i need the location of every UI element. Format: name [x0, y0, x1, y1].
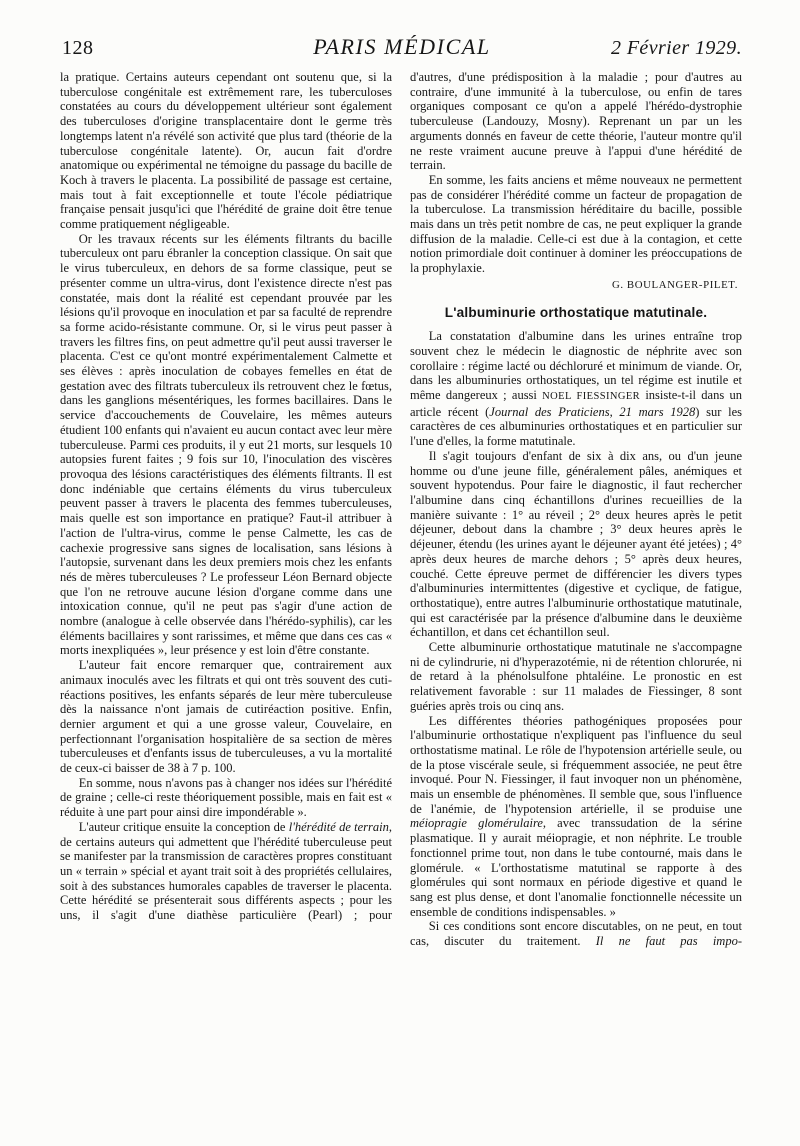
smallcaps-author-name: NOEL FIESSINGER	[542, 391, 641, 403]
journal-title: PARIS MÉDICAL	[313, 34, 491, 59]
paragraph: L'auteur fait encore remarquer que, contrairement aux animaux inoculés avec les filtrats et qui ont très souvent des cuti-réactions positives, les enfants séparés de leur mère tuberculeuse dès la naissance n'ont jamais de cutiréaction positive. Enfin, dernier argument et qui a une grosse valeur, Couvelaire, en perfectionnant l'organisation hospitalière de sa section de mères tuberculeuses et d'enfants issus de tuberculeuses, a vu la mortalité de ceux-ci baisser de 38 à 7 p. 100.	[60, 658, 392, 776]
paragraph: d'autres, d'une prédisposition à la maladie ; pour d'autres au contraire, d'une immunité à la tuberculose, ou enfin de tares organiques composant ce qu'on a appelé l'hérédo-dystrophie tuberculeuse (Landouzy, Mosny). Reprenant un par un les arguments donnés en faveur de cette théorie, l'auteur montre qu'il ne reste vraiment aucune preuve à l'appui d'une hérédité de terrain.	[410, 70, 742, 173]
italic-text-run: l'hérédité de terrain	[288, 819, 389, 834]
paragraph	[410, 329, 742, 449]
left-column	[60, 70, 392, 923]
paragraph: Il s'agit toujours d'enfant de six à dix ans, ou d'un jeune homme ou d'une jeune fille, généralement pâles, anémiques et souvent hypotendus. Pour faire le diagnostic, il faut rechercher l'albumine dans cinq échantillons d'urines recueillies de la manière suivante : 1° au réveil ; 2° deux heures après le petit déjeuner, debout dans la chambre ; 3° deux heures après le déjeuner, étendu (les urines ayant le déjeuner ayant été jetées) ; 4° après deux heures de marche dehors ; 5° après deux heures, couché. Cette épreuve permet de différencier les divers types d'albuminuries intermittentes (digestive et cyclique, de fatigue, orthostatique), entre autres l'albuminurie orthostatique matutinale, qui est caractérisée par la présence d'albumine dans le deuxième échantillon, et dans cet échantillon seul.	[410, 448, 742, 640]
right-column	[410, 70, 742, 949]
page-number: 128	[62, 37, 94, 59]
paragraph: En somme, les faits anciens et même nouveaux ne permettent pas de considérer l'hérédité comme un facteur de propagation de la tuberculose. La transmission héréditaire du bacille, possible mais dans un très petit nombre de cas, ne peut expliquer la grande diffusion de la maladie. Celle-ci est due à la contagion, et cette notion primordiale doit continuer à dominer les préoccupations de la prophylaxie.	[410, 172, 742, 276]
text-run: , de certains auteurs qui admettent que l'hérédité tuberculeuse peut se manifester par la transmission de caractères propres constituant un « terrain » spécial et ayant trait soit à des propriétés cellulaires, soit à des substances humorales capables de traverser le placenta. Cette hérédité se présenterait sous différents aspects ; pour les uns, il s'agit d'une diathèse particulière (Pearl) ; pour	[60, 819, 392, 923]
italic-text-run: Il ne faut pas impo-	[595, 934, 742, 949]
author-signature: G. BOULANGER-PILET.	[611, 278, 738, 291]
text-run: Si ces conditions sont encore discutables, on ne peut, en tout cas, discuter du traitement.	[410, 919, 742, 949]
paragraph	[410, 714, 742, 920]
paragraph	[410, 919, 742, 948]
paragraph: la pratique. Certains auteurs cependant ont soutenu que, si la tuberculose congénitale est extrêmement rare, les tuberculoses constatées au cours du développement ultérieur sont également des tuberculoses d'origine transplacentaire dont le germe très longtemps latent n'a révélé son activité que plus tard (théorie de la tuberculose congénitale latente). Or, aucun fait d'ordre anatomique ou expérimental ne témoigne du passage du bacille de Koch à travers le placenta. La possibilité de passage est certaine, mais tout à fait exceptionnelle et toute l'école pédiatrique française pensait jusqu'ici que l'hérédité de graine doit être tenue comme pratiquement négligeable.	[60, 70, 392, 232]
text-run: Les différentes théories pathogéniques proposées pour l'albuminurie orthostatique n'expliquent pas l'influence du seul orthostatisme matinal. Le rôle de l'hypotension artérielle seule, ou de la ptose viscérale seule, si fréquemment associée, ne peut être invoqué. Pour N. Fiessinger, il faut invoquer non un phénomène, mais un ensemble de phénomènes. Il semble que, sous l'influence de l'anémie, de l'hypotension artérielle, il se produise une	[410, 713, 742, 816]
text-run: insiste-t-il dans un article récent (	[410, 388, 742, 419]
paragraph: Cette albuminurie orthostatique matutinale ne s'accompagne ni de cylindrurie, ni d'hyperazotémie, ni de rétention chlorurée, ni de retard à la phénolsulfone phtaléine. Le pronostic en est relativement favorable : sur 11 malades de Fiessinger, 8 sont guéries après trois ou cinq ans.	[410, 640, 742, 713]
issue-date: 2 Février 1929.	[611, 37, 742, 59]
text-run: ) sur les caractères de ces albuminuries orthostatiques et en particulier sur l'une d'elles, la forme matutinale.	[410, 404, 742, 449]
italic-text-run: méiopragie glomérulaire	[410, 816, 543, 831]
text-run: , avec transsudation de la sérine plasmatique. Il y aurait méiopragie, et non néphrite. Le trouble fonctionnel prime tout, non dans le tube contourné, mais dans le glomérule. « L'orthostatisme matutinal se rapporte à des glomérules qui sont normaux en période digestive et quand le sang est plus dense, et dont l'anomalie fonctionnelle nécessite un ensemble de conditions indispensables. »	[410, 816, 743, 919]
text-run: La constatation d'albumine dans les urines entraîne trop souvent chez le médecin le diagnostic de néphrite avec son corollaire : régime lacté ou déchloruré et minimum de viande. Or, dans les albuminuries orthostatiques, un tel régime est inutile et même dangereux ; aussi	[410, 329, 742, 403]
paragraph: Or les travaux récents sur les éléments filtrants du bacille tuberculeux ont paru ébranler la conception classique. On sait que le virus tuberculeux, en dehors de sa forme classique, peut se présenter comme un ultra-virus, dont l'existence directe n'est pas constatée, mais dont la réalité est cependant prouvée par les lésions qu'il provoque en inoculation et par sa faculté de reprendre sa forme acido-résistante commune. Or, si le virus peut passer à travers les filtres fins, on peut admettre qu'il peut aussi traverser le placenta. C'est ce qu'ont montré expérimentalement Calmette et ses élèves : après inoculation de cobayes femelles en état de gestation avec des filtrats tuberculeux ils retrouvent chez le fœtus, dans les ganglions mésentériques, les formes bacillaires. Dans le service d'accouchements de Couvelaire, les mêmes auteurs étudient 100 enfants qui n'avaient eu aucun contact avec leur mère tuberculeuse. Parmi ces produits, il y eut 21 morts, sur lesquels 10 autopsies furent faites ; 9 fois sur 10, l'inoculation des viscères provoqua des lésions caractéristiques des éléments filtrants. Il est donc indéniable que certains éléments du virus tuberculeux peuvent passer à travers le placenta des femmes tuberculeuses, mais quelle est son importance en pratique? Faut-il attribuer à l'action de l'ultra-virus, comme le pense Calmette, les cas de cachexie progressive sans signes de localisation, sans lésions à l'autopsie, survenant dans les deux premiers mois chez les enfants nés de mères tuberculeuses ? Le professeur Léon Bernard objecte que l'on ne retrouve aucune lésion d'organe comme dans une intoxication connue, qu'il ne peut pas s'agir d'une action de nombre (analogue à celle observée dans l'hérédo-syphilis), car les éléments bacillaires y sont rarissimes, et même que dans ces cas « morts inexpliquées », leur présence y est loin d'être constante.	[60, 231, 393, 658]
paragraph	[60, 820, 392, 923]
article-heading: L'albuminurie orthostatique matutinale.	[444, 304, 708, 320]
paragraph: En somme, nous n'avons pas à changer nos idées sur l'hérédité de graine ; celle-ci reste théoriquement possible, mais en fait est « réduite à une part pour ainsi dire impondérable ».	[60, 775, 392, 820]
page-header	[62, 34, 742, 64]
italic-citation: Journal des Praticiens, 21 mars 1928	[489, 404, 696, 419]
text-run: L'auteur critique ensuite la conception de	[78, 819, 289, 834]
